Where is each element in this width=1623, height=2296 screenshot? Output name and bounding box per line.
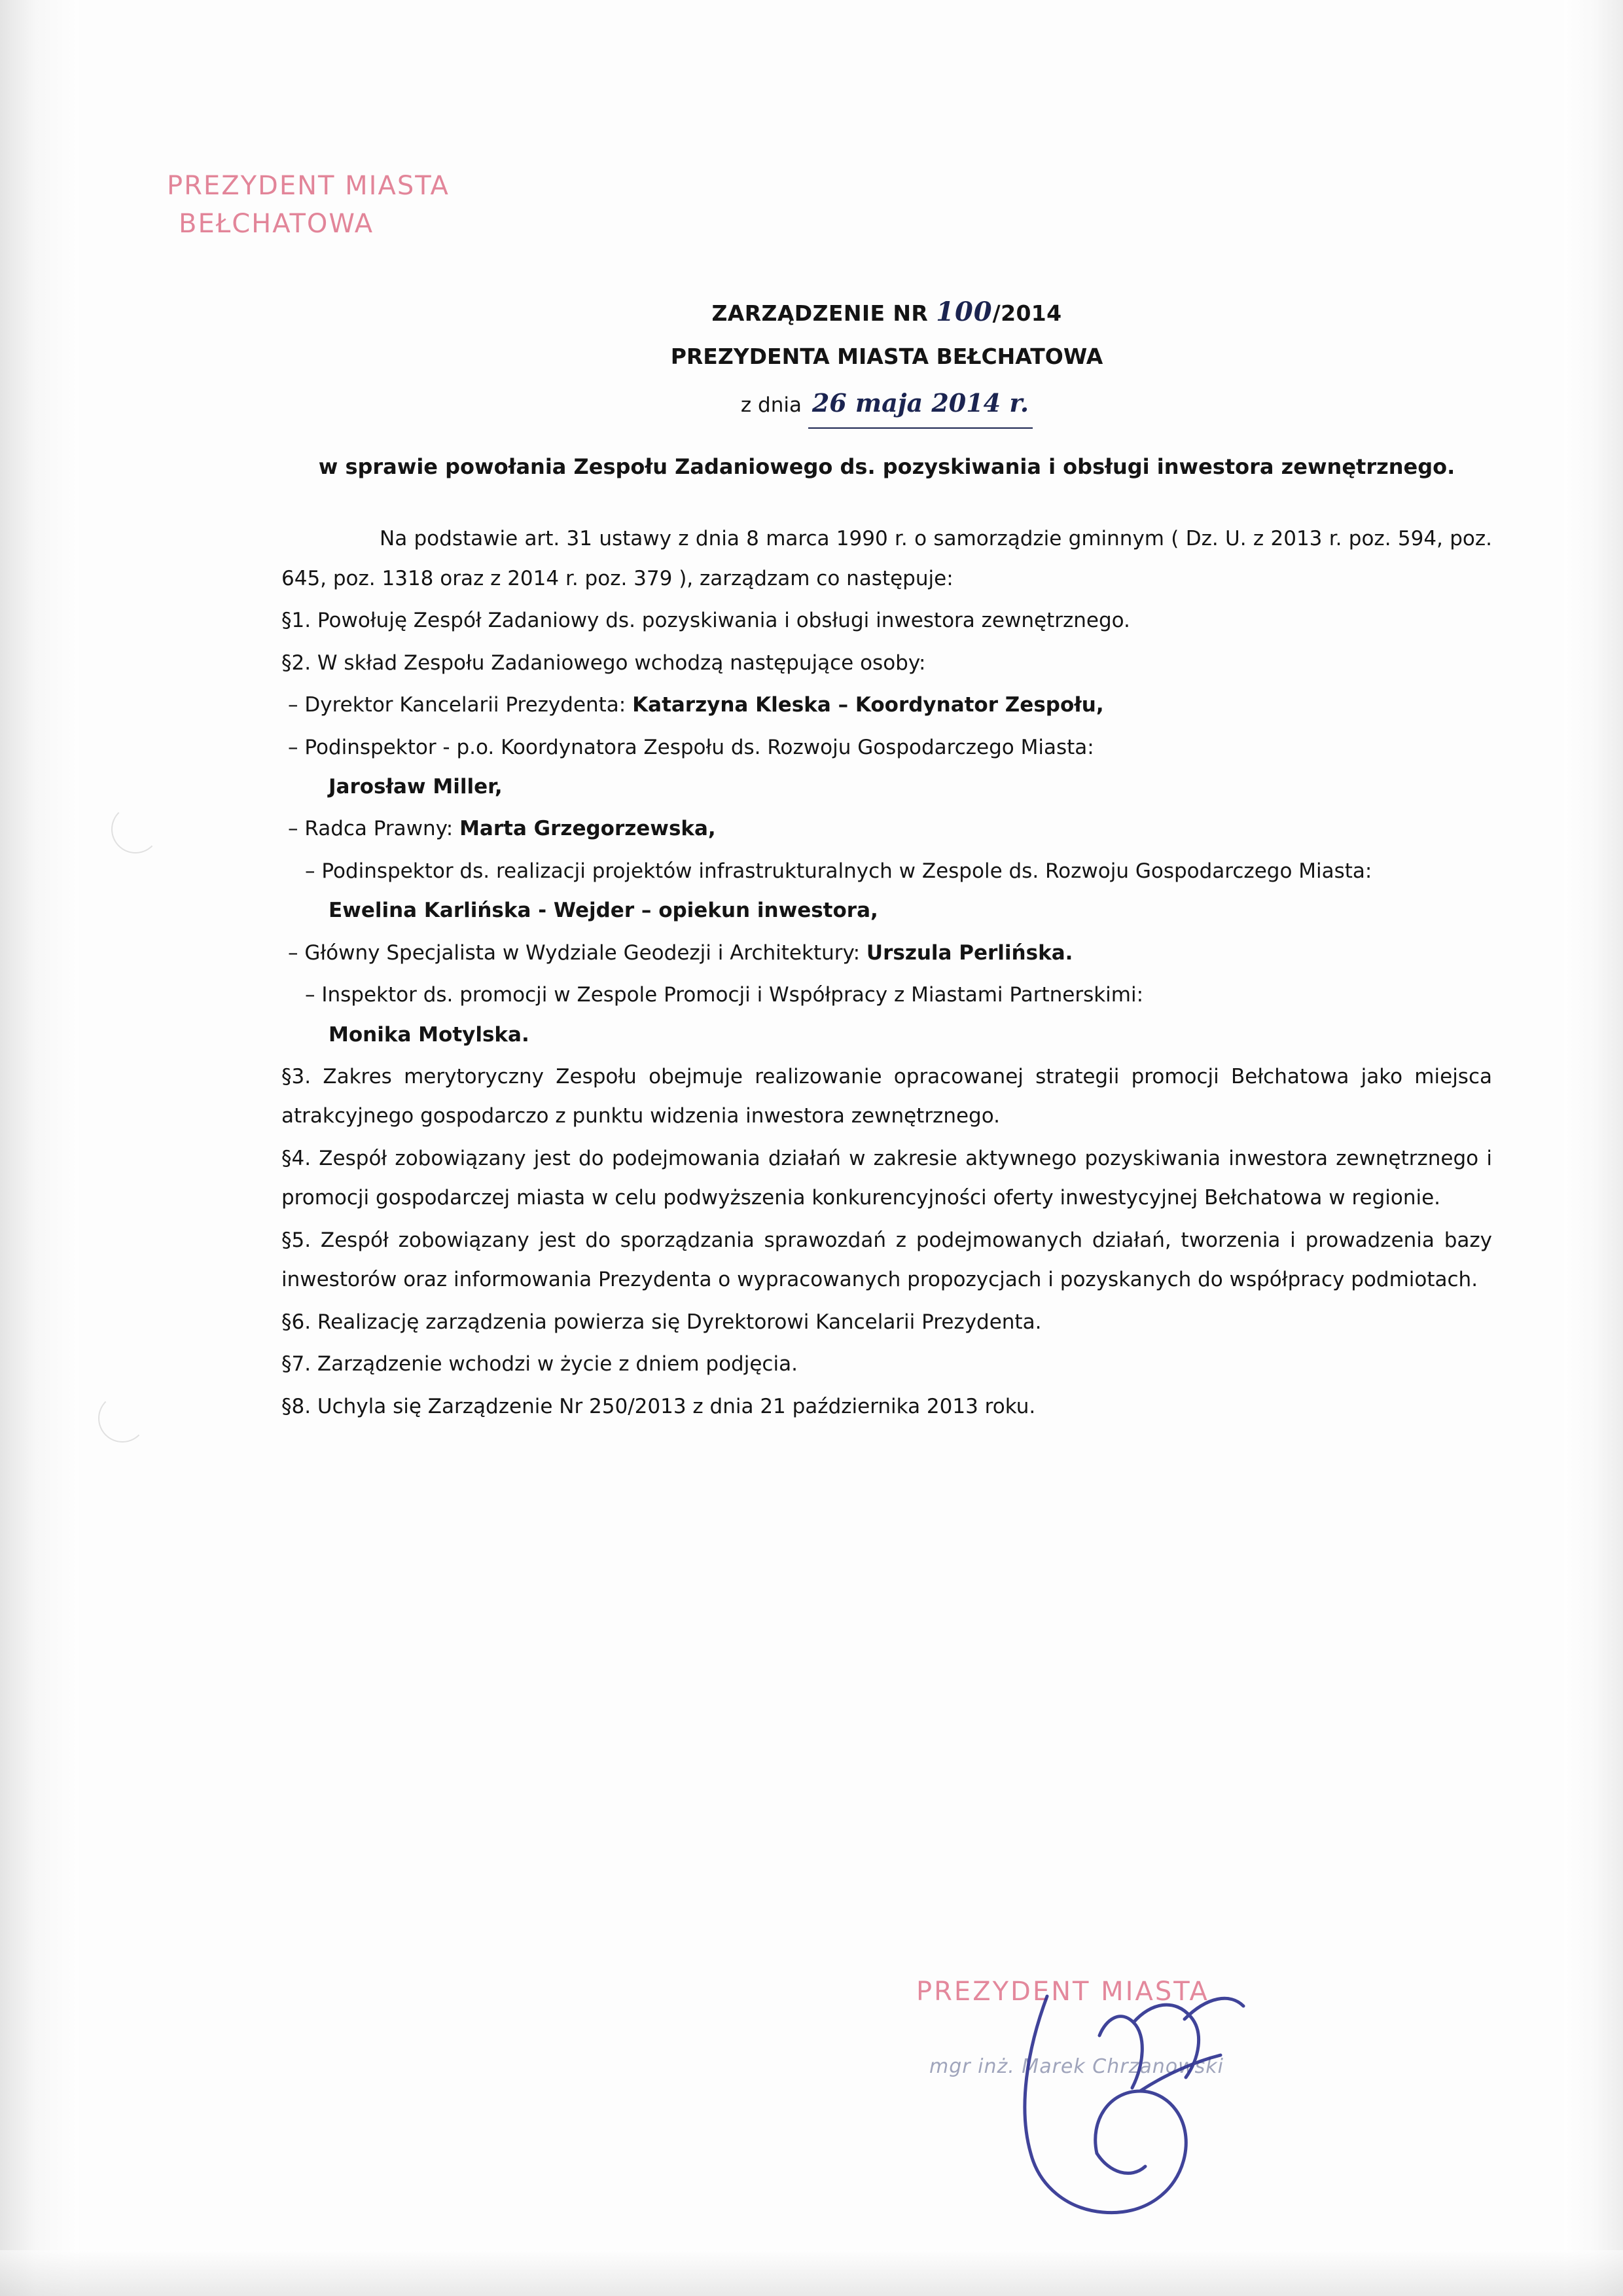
paragraph-5: §5. Zespół zobowiązany jest do sporządzania sprawozdań z podejmowanych działań, tworzenia i prowadzenia bazy inwestorów oraz informowania Prezydenta o wypracowanych propozycjach i pozyskanych do współpracy podmiotach. [281, 1228, 1492, 1292]
title-block [281, 288, 1492, 485]
date-handwritten: 26 maja 2014 r. [808, 380, 1033, 429]
member-name: Urszula Perlińska. [866, 941, 1073, 965]
header-stamp-line2: BEŁCHATOWA [179, 209, 374, 239]
member-name-line [281, 1015, 1492, 1054]
member-role: – Radca Prawny: [288, 817, 454, 841]
member-item [281, 852, 1492, 891]
document-body [281, 519, 1492, 1426]
paragraph-6: §6. Realizację zarządzenia powierza się Dyrektorowi Kancelarii Prezydenta. [281, 1310, 1042, 1334]
paragraph-4: §4. Zespół zobowiązany jest do podejmowania działań w zakresie aktywnego pozyskiwania inwestora zewnętrznego i promocji gospodarczej miasta w celu podwyższenia konkurencyjności oferty inwestycyjnej Bełchatowa w regionie. [281, 1146, 1492, 1210]
member-name: Jarosław Miller, [329, 774, 503, 798]
member-role: – Podinspektor - p.o. Koordynatora Zespołu ds. Rozwoju Gospodarczego Miasta: [288, 735, 1094, 759]
member-name: Marta Grzegorzewska, [459, 817, 716, 841]
member-role: – Główny Specjalista w Wydziale Geodezji i Architektury: [288, 941, 861, 965]
scan-edge-right [1564, 0, 1623, 2296]
paragraph-3: §3. Zakres merytoryczny Zespołu obejmuje realizowanie opracowanej strategii promocji Bełchatowa jako miejsca atrakcyjnego gospodarczo z punktu widzenia inwestora zewnętrznego. [281, 1065, 1492, 1128]
ordinance-year: /2014 [992, 300, 1062, 326]
scan-edge-left [0, 0, 79, 2296]
hole-punch-mark [98, 1394, 147, 1443]
member-item [281, 728, 1492, 767]
paragraph-7: §7. Zarządzenie wchodzi w życie z dniem podjęcia. [281, 1352, 798, 1376]
member-role: – Dyrektor Kancelarii Prezydenta: [288, 693, 626, 717]
member-name-line [281, 767, 1492, 806]
document-subject: w sprawie powołania Zespołu Zadaniowego ds. pozyskiwania i obsługi inwestora zewnętrznego. [318, 454, 1455, 480]
member-item [281, 809, 1492, 848]
member-role: – Inspektor ds. promocji w Zespole Promocji i Współpracy z Miastami Partnerskimi: [305, 983, 1144, 1007]
document-content [281, 288, 1492, 1429]
paragraph-8: §8. Uchyla się Zarządzenie Nr 250/2013 z dnia 21 października 2013 roku. [281, 1394, 1036, 1418]
paragraph-2: §2. W skład Zespołu Zadaniowego wchodzą następujące osoby: [281, 651, 926, 675]
member-name: Ewelina Karlińska - Wejder – opiekun inwestora, [329, 899, 878, 923]
issuer-line: PREZYDENTA MIASTA BEŁCHATOWA [670, 344, 1103, 369]
header-stamp-line1: PREZYDENT MIASTA [167, 171, 450, 201]
member-role: – Podinspektor ds. realizacji projektów infrastrukturalnych w Zespole ds. Rozwoju Gospodarczego Miasta: [305, 859, 1372, 883]
header-stamp [167, 167, 450, 243]
ordinance-label: ZARZĄDZENIE NR [711, 300, 929, 326]
member-name: Katarzyna Kleska – Koordynator Zespołu, [632, 693, 1104, 717]
date-label: z dnia [740, 393, 802, 418]
member-name-line [281, 891, 1492, 930]
date-line [281, 380, 1492, 429]
member-item [281, 975, 1492, 1014]
preamble-paragraph: Na podstawie art. 31 ustawy z dnia 8 marca 1990 r. o samorządzie gminnym ( Dz. U. z 2013 r. poz. 594, poz. 645, poz. 1318 oraz z 2014 r. poz. 379 ), zarządzam co następuje: [281, 527, 1492, 590]
signature-stamp: PREZYDENT MIASTA [916, 1977, 1209, 2007]
ordinance-number-line [281, 288, 1492, 336]
ordinance-number-handwritten: 100 [936, 296, 993, 327]
paragraph-1: §1. Powołuję Zespół Zadaniowy ds. pozyskiwania i obsługi inwestora zewnętrznego. [281, 609, 1130, 633]
signatory-name: mgr inż. Marek Chrzanowski [929, 2055, 1224, 2078]
member-item [281, 685, 1492, 725]
scan-edge-bottom [0, 2250, 1623, 2296]
hole-punch-mark [111, 805, 160, 853]
member-name: Monika Motylska. [329, 1022, 529, 1047]
member-item [281, 933, 1492, 973]
